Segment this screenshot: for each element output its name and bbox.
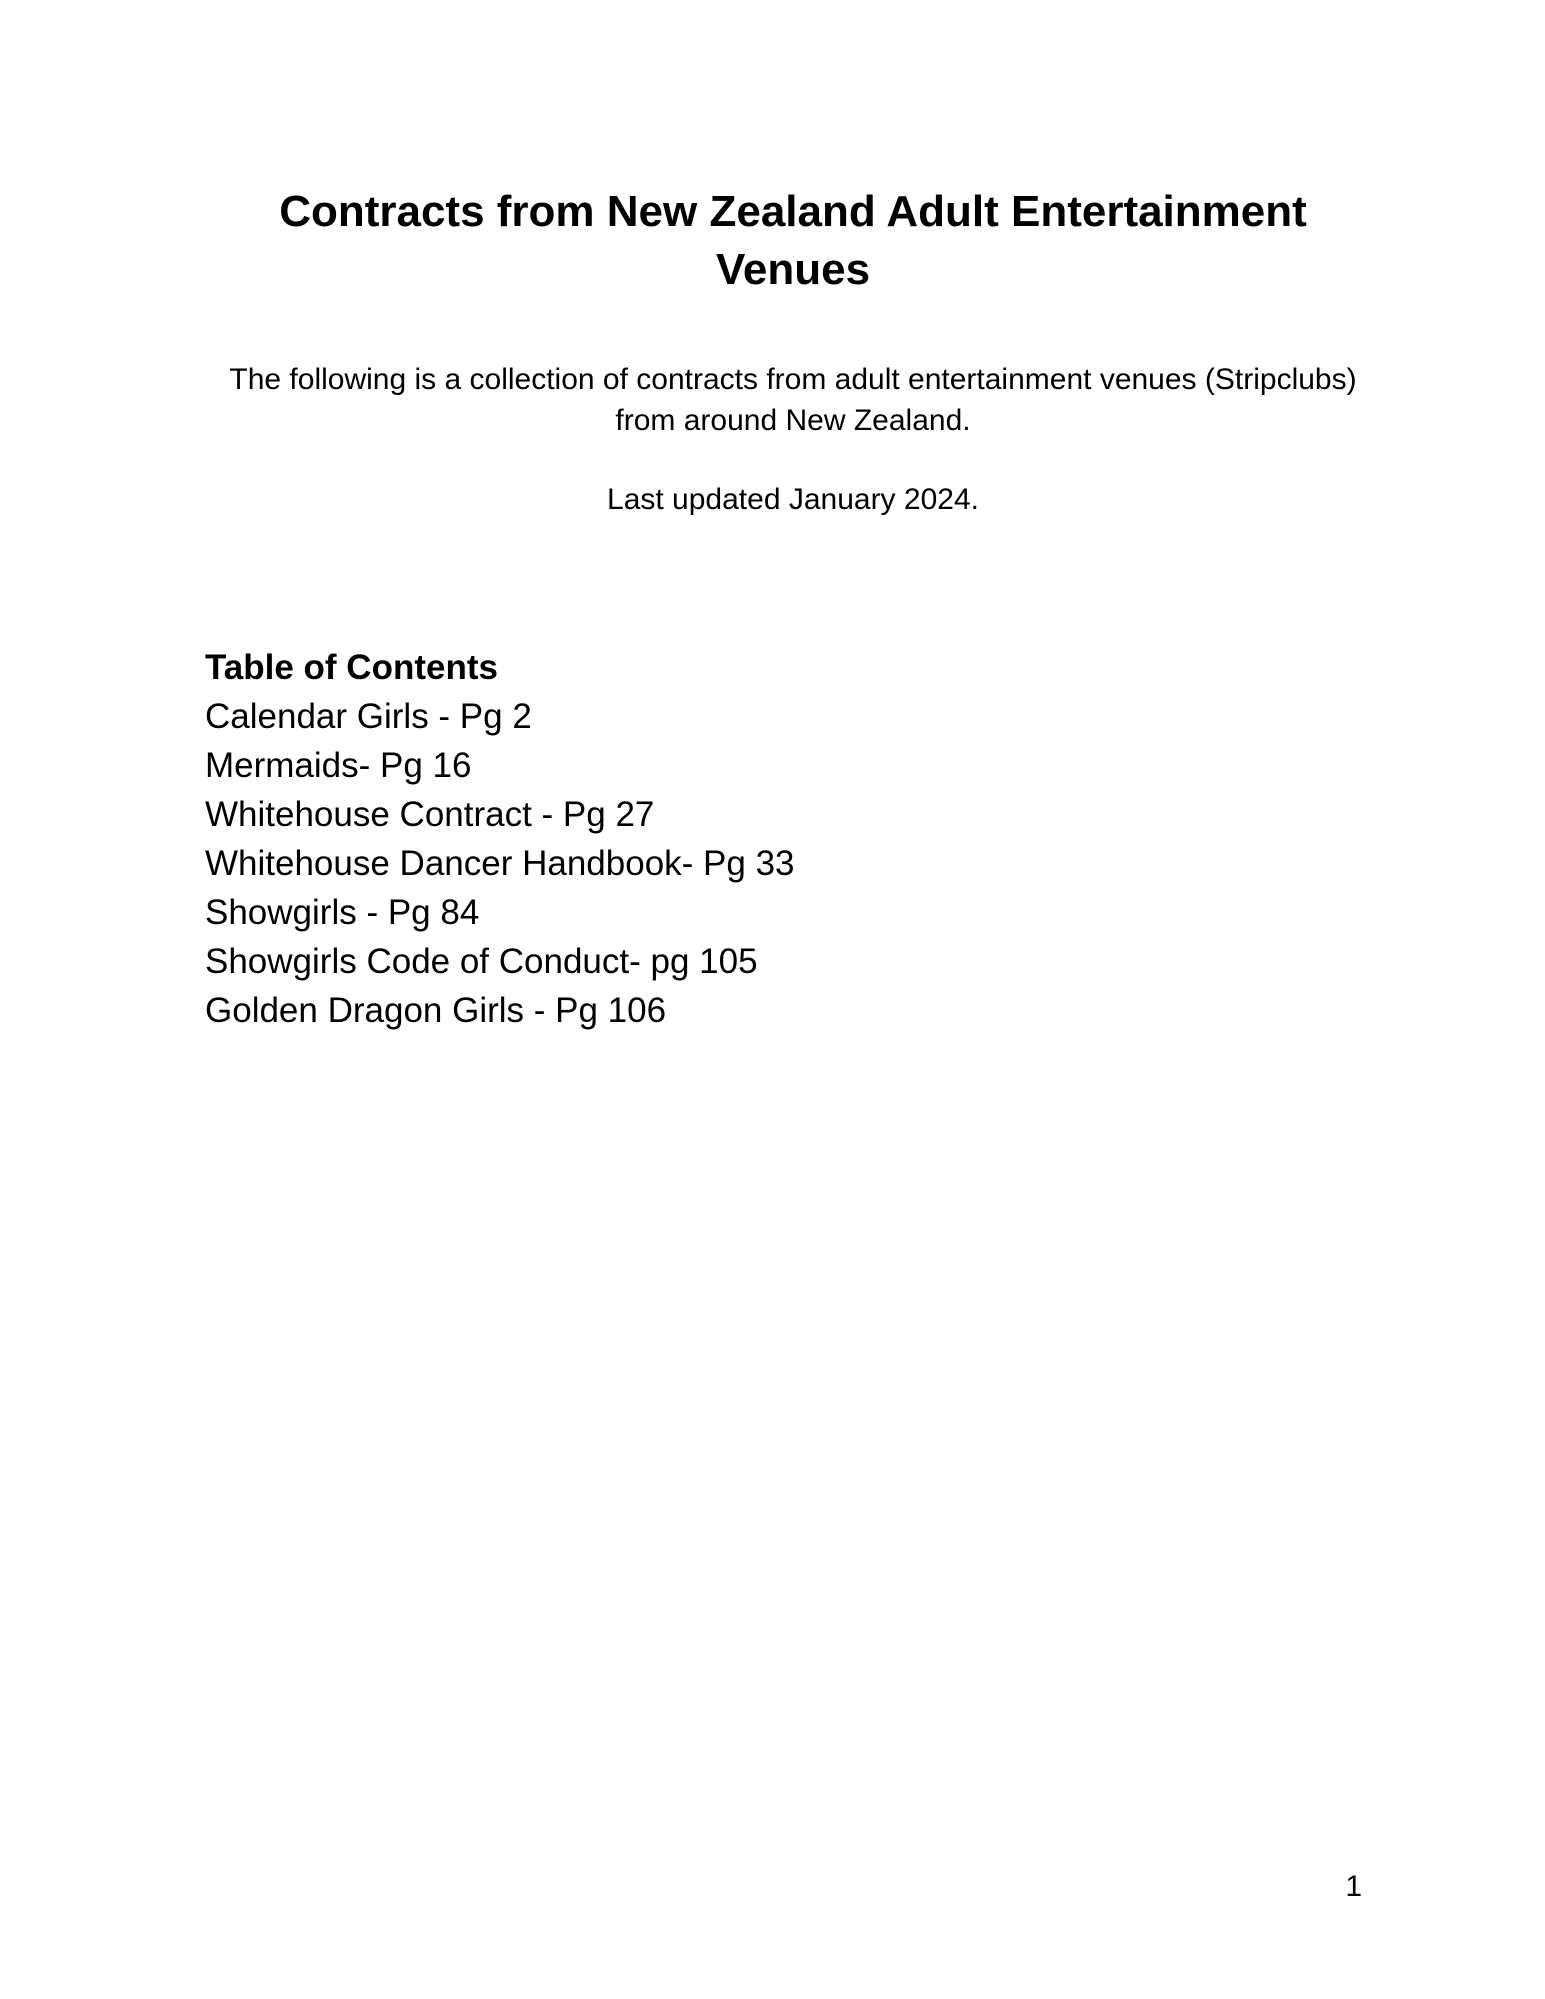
toc-item-whitehouse-contract: Whitehouse Contract - Pg 27 — [205, 795, 655, 834]
document-title: Contracts from New Zealand Adult Entertainment Venues — [279, 187, 1307, 294]
toc-item-showgirls: Showgirls - Pg 84 — [205, 893, 480, 932]
toc-item-golden-dragon-girls: Golden Dragon Girls - Pg 106 — [205, 991, 667, 1030]
intro-paragraph: The following is a collection of contracts from adult entertainment venues (Stripclubs) from around New Zealand. — [229, 363, 1357, 437]
page-number: 1 — [1345, 1870, 1362, 1903]
last-updated-text: Last updated January 2024. — [607, 483, 979, 516]
toc-item-whitehouse-dancer-handbook: Whitehouse Dancer Handbook- Pg 33 — [205, 844, 795, 883]
toc-heading: Table of Contents — [205, 648, 498, 687]
toc-item-showgirls-code-of-conduct: Showgirls Code of Conduct- pg 105 — [205, 942, 758, 981]
table-of-contents — [205, 643, 1381, 1035]
toc-item-calendar-girls: Calendar Girls - Pg 2 — [205, 697, 532, 736]
toc-item-mermaids: Mermaids- Pg 16 — [205, 746, 472, 785]
